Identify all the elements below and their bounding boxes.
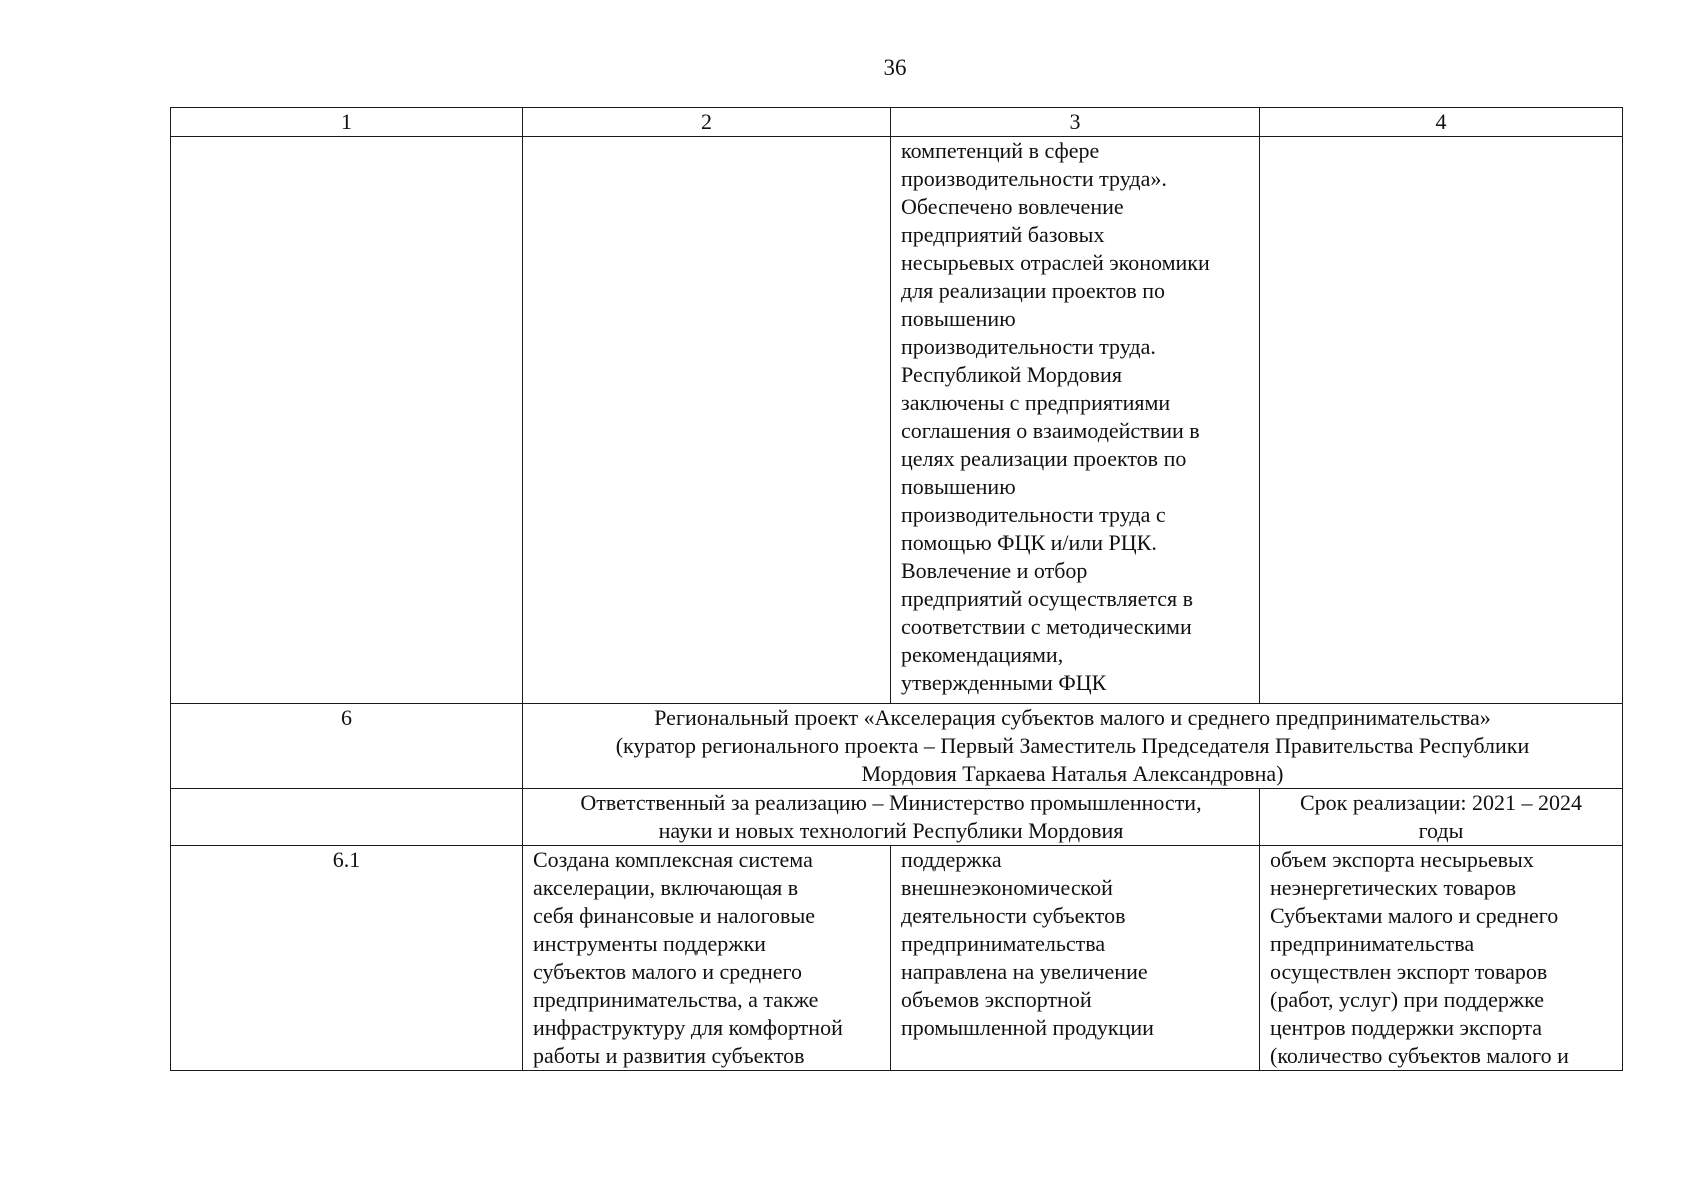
implementation-term: Срок реализации: 2021 – 2024 годы: [1260, 789, 1623, 846]
project-number: 6: [171, 704, 523, 789]
responsible-col1: [171, 789, 523, 846]
header-col-3: 3: [891, 108, 1260, 137]
cell-continued-col4: [1260, 137, 1623, 704]
header-col-2: 2: [523, 108, 891, 137]
cell-continued-col2: [523, 137, 891, 704]
project-title: Региональный проект «Акселерация субъектов малого и среднего предпринимательства» (куратор регионального проекта – Первый Заместитель Председателя Правительства Республики Мордовия Таркаева Наталья Александровна): [523, 704, 1623, 789]
document-table: [170, 107, 1623, 1071]
table-row-responsible: [171, 789, 1623, 846]
task-col3: поддержка внешнеэкономической деятельности субъектов предпринимательства направлена на увеличение объемов экспортной промышленной продукции: [891, 846, 1260, 1071]
task-col2: Создана комплексная система акселерации, включающая в себя финансовые и налоговые инструменты поддержки субъектов малого и среднего предпринимательства, а также инфраструктуру для комфортной работы и развития субъектов: [523, 846, 891, 1071]
task-number: 6.1: [171, 846, 523, 1071]
header-col-4: 4: [1260, 108, 1623, 137]
page-number: 36: [883, 55, 907, 80]
table-row-project: [171, 704, 1623, 789]
table-header-row: [171, 108, 1623, 137]
cell-continued-col1: [171, 137, 523, 704]
responsible-executor: Ответственный за реализацию – Министерство промышленности, науки и новых технологий Республики Мордовия: [523, 789, 1260, 846]
table-row-continued: [171, 137, 1623, 704]
table-row-task: [171, 846, 1623, 1071]
header-col-1: 1: [171, 108, 523, 137]
cell-continued-col3: компетенций в сфере производительности труда». Обеспечено вовлечение предприятий базовых несырьевых отраслей экономики для реализации проектов по повышению производительности труда. Республикой Мордовия заключены с предприятиями соглашения о взаимодействии в целях реализации проектов по повышению производительности труда с помощью ФЦК и/или РЦК. Вовлечение и отбор предприятий осуществляется в соответствии с методическими рекомендациями, утвержденными ФЦК: [891, 137, 1260, 704]
task-col4: объем экспорта несырьевых неэнергетических товаров Субъектами малого и среднего предпринимательства осуществлен экспорт товаров (работ, услуг) при поддержке центров поддержки экспорта (количество субъектов малого и: [1260, 846, 1623, 1071]
